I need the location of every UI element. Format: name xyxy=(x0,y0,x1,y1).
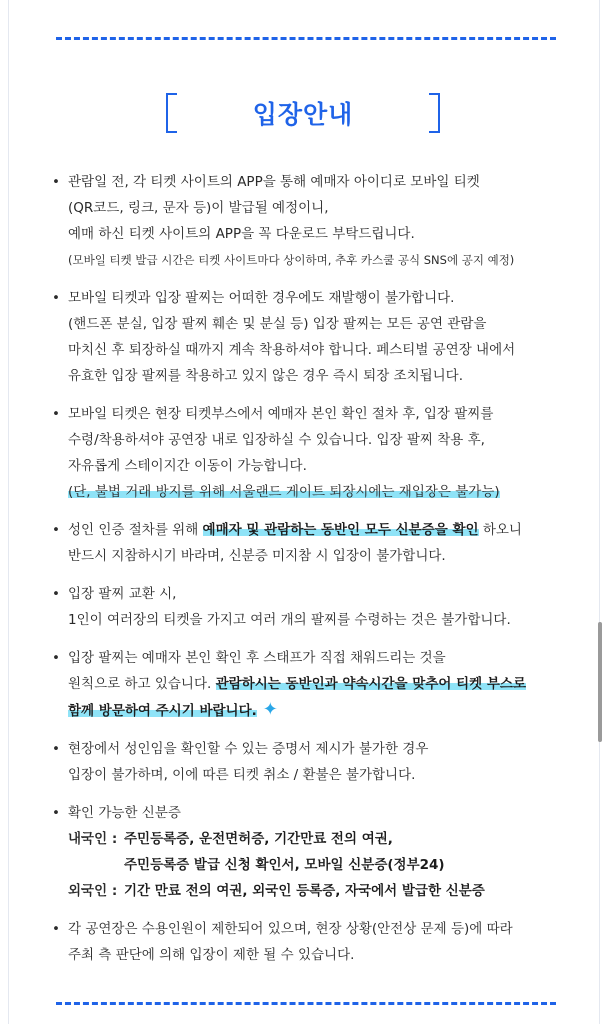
highlighted-emphasis: 관람하시는 동반인과 약속시간을 맞추어 티켓 부스로 xyxy=(215,676,526,692)
notice-text: 확인 가능한 신분증 xyxy=(68,805,181,821)
notice-text: 모바일 티켓과 입장 팔찌는 어떠한 경우에도 재발행이 불가합니다. xyxy=(68,290,455,306)
bullet-icon: • xyxy=(52,586,60,602)
notice-text: 각 공연장은 수용인원이 제한되어 있으며, 현장 상황(안전상 문제 등)에 따라 xyxy=(68,921,513,937)
notice-text: 1인이 여러장의 티켓을 가지고 여러 개의 팔찌를 수령하는 것은 불가합니다. xyxy=(68,612,511,628)
notice-text: 입장 팔찌 교환 시, xyxy=(68,586,177,602)
notice-text: 성인 인증 절차를 위해 xyxy=(68,522,203,538)
notice-text: (QR코드, 링크, 문자 등)이 발급될 예정이니, xyxy=(68,200,329,216)
notice-item-4 xyxy=(50,517,560,569)
highlighted-note: (단, 불법 거래 방지를 위해 서울랜드 게이트 퇴장시에는 재입장은 불가능) xyxy=(68,484,500,500)
right-bracket xyxy=(429,93,440,133)
notice-text: 자유롭게 스테이지간 이동이 가능합니다. xyxy=(68,458,307,474)
foreign-label: 외국인 : xyxy=(68,883,118,899)
foreign-id-list: 기간 만료 전의 여권, 외국인 등록증, 자국에서 발급한 신분증 xyxy=(124,883,485,899)
bullet-icon: • xyxy=(52,741,60,757)
notice-item-8 xyxy=(50,800,560,904)
star-icon: ✦ xyxy=(262,699,278,720)
highlighted-emphasis: 함께 방문하여 주시기 바랍니다. xyxy=(68,703,257,719)
notice-item-1 xyxy=(50,169,560,273)
bottom-dashed-divider xyxy=(56,1002,556,1005)
notice-text: 수령/착용하셔야 공연장 내로 입장하실 수 있습니다. 입장 팔찌 착용 후, xyxy=(68,432,485,448)
page-title: 입장안내 xyxy=(252,100,354,129)
bullet-icon: • xyxy=(52,406,60,422)
notice-text: 입장 팔찌는 예매자 본인 확인 후 스태프가 직접 채워드리는 것을 xyxy=(68,650,446,666)
notice-text: 원칙으로 하고 있습니다. xyxy=(68,676,212,692)
top-dashed-divider xyxy=(56,37,556,40)
notice-text: 관람일 전, 각 티켓 사이트의 APP을 통해 예매자 아이디로 모바일 티켓 xyxy=(68,174,480,190)
bullet-icon: • xyxy=(52,650,60,666)
notice-text: 마치신 후 퇴장하실 때까지 계속 착용하셔야 합니다. 페스티벌 공연장 내에서 xyxy=(68,342,516,358)
bullet-icon: • xyxy=(52,174,60,190)
bullet-icon: • xyxy=(52,805,60,821)
domestic-id-list: 주민등록증 발급 신청 확인서, 모바일 신분증(정부24) xyxy=(124,857,445,873)
notice-text: 예매 하신 티켓 사이트의 APP을 꼭 다운로드 부탁드립니다. xyxy=(68,226,415,242)
notice-item-6 xyxy=(50,645,560,724)
notice-item-9 xyxy=(50,916,560,968)
notice-note: (모바일 티켓 발급 시간은 티켓 사이트마다 상이하며, 추후 카스쿨 공식 SNS에 공지 예정) xyxy=(68,253,515,267)
notice-list xyxy=(50,169,560,980)
notice-text: 하오니 xyxy=(478,522,522,538)
highlighted-emphasis: 예매자 및 관람하는 동반인 모두 신분증을 확인 xyxy=(202,522,479,538)
notice-text: 반드시 지참하시기 바라며, 신분증 미지참 시 입장이 불가합니다. xyxy=(68,548,446,564)
notice-item-7 xyxy=(50,736,560,788)
notice-text: 현장에서 성인임을 확인할 수 있는 증명서 제시가 불가한 경우 xyxy=(68,741,429,757)
bullet-icon: • xyxy=(52,522,60,538)
scrollbar[interactable] xyxy=(598,622,602,742)
notice-text: 모바일 티켓은 현장 티켓부스에서 예매자 본인 확인 절차 후, 입장 팔찌를 xyxy=(68,406,494,422)
title-box xyxy=(166,93,440,131)
bullet-icon: • xyxy=(52,290,60,306)
notice-item-2 xyxy=(50,285,560,389)
notice-text: 주최 측 판단에 의해 입장이 제한 될 수 있습니다. xyxy=(68,947,355,963)
notice-text: (핸드폰 분실, 입장 팔찌 훼손 및 분실 등) 입장 팔찌는 모든 공연 관람을 xyxy=(68,316,487,332)
domestic-id-list: 주민등록증, 운전면허증, 기간만료 전의 여권, xyxy=(124,831,393,847)
notice-text: 유효한 입장 팔찌를 착용하고 있지 않은 경우 즉시 퇴장 조치됩니다. xyxy=(68,368,464,384)
notice-item-5 xyxy=(50,581,560,633)
domestic-label: 내국인 : xyxy=(68,831,118,847)
notice-item-3 xyxy=(50,401,560,505)
bullet-icon: • xyxy=(52,921,60,937)
notice-text: 입장이 불가하며, 이에 따른 티켓 취소 / 환불은 불가합니다. xyxy=(68,767,416,783)
